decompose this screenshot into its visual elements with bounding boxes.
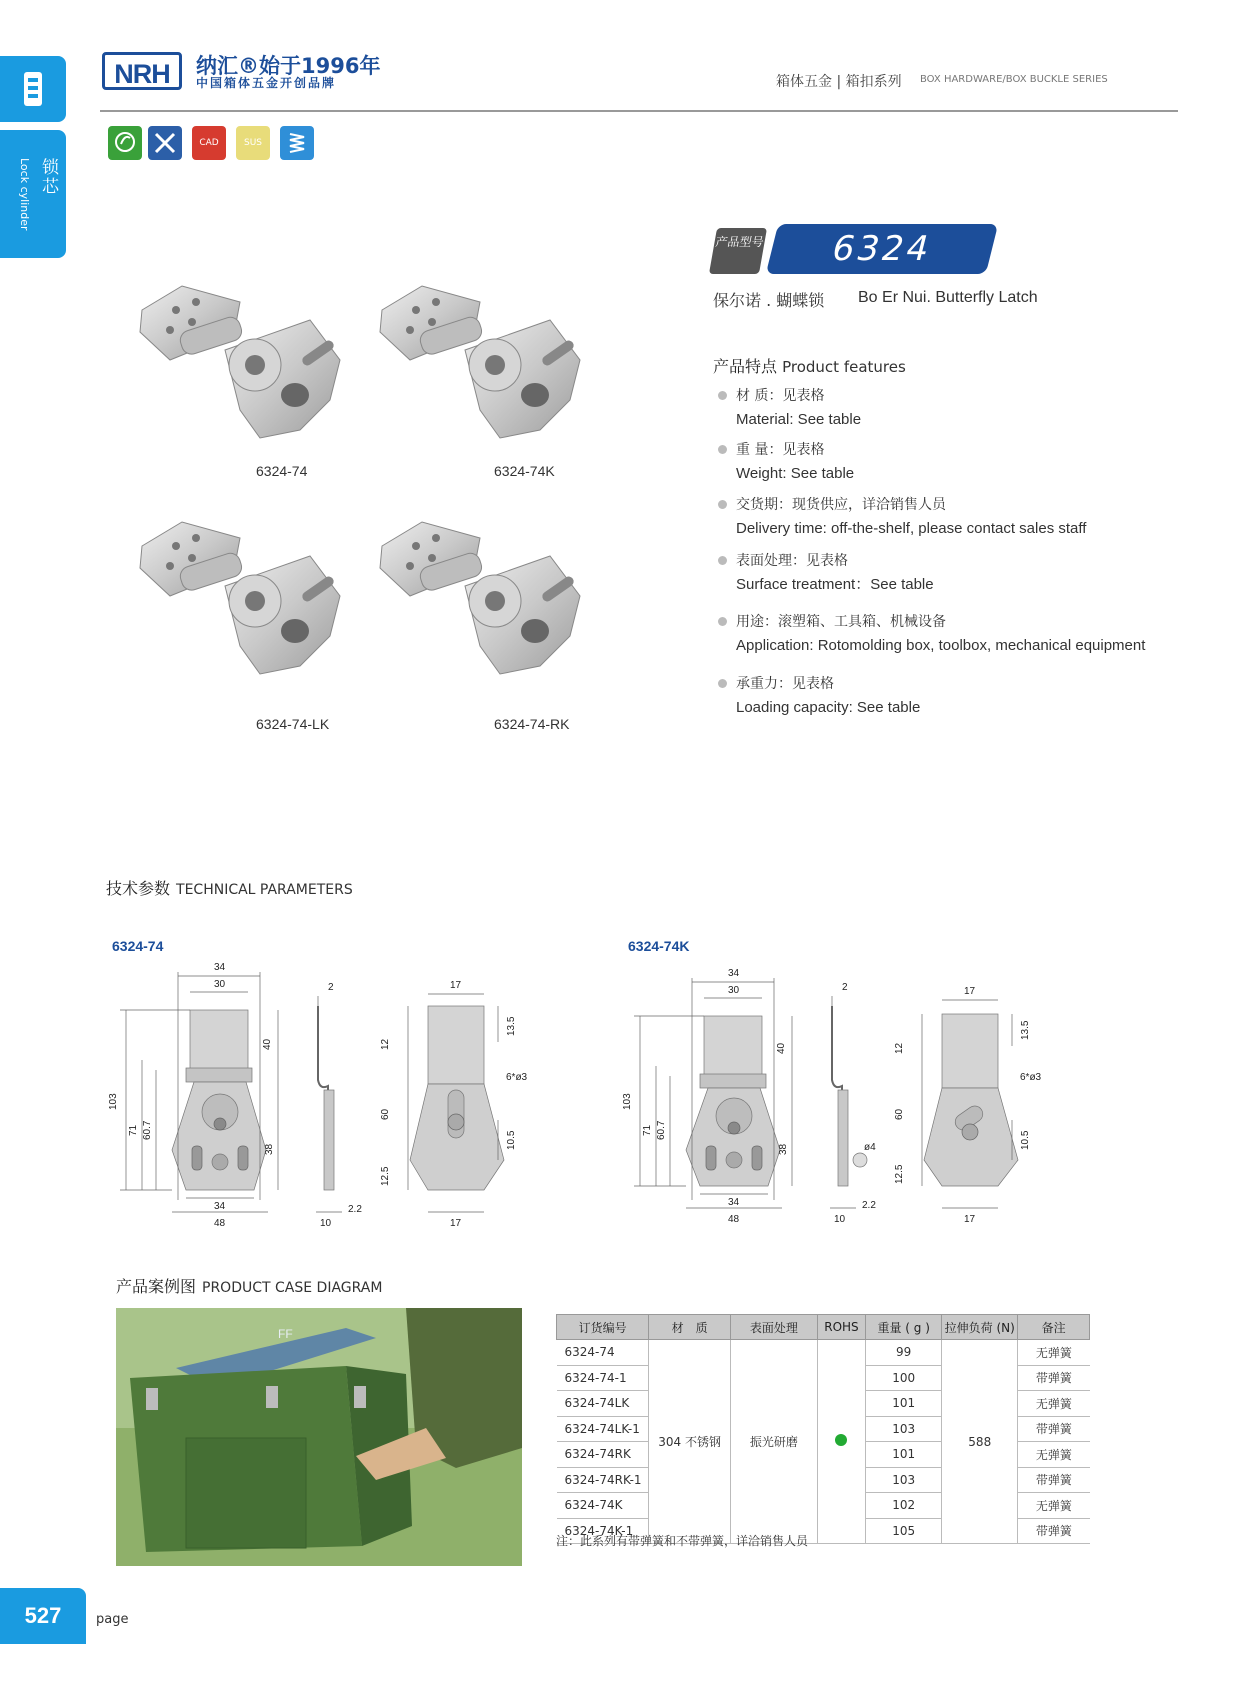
cell-weight: 99 <box>866 1340 942 1366</box>
cell-note: 无弹簧 <box>1018 1391 1090 1417</box>
cad-icon: CAD <box>192 126 226 160</box>
brand-slogan: 中国箱体五金开创品牌 <box>196 76 337 90</box>
page-number: 527 <box>0 1588 86 1644</box>
spring-icon <box>280 126 314 160</box>
table-header: 订货编号 <box>557 1315 649 1340</box>
table-header: 重量 ( g ) <box>866 1315 942 1340</box>
dim-label: 17 <box>450 1218 462 1229</box>
feature-cn: 用途：滚塑箱、工具箱、机械设备 <box>736 614 946 630</box>
cell-code: 6324-74 <box>557 1340 649 1366</box>
cell-code: 6324-74RK-1 <box>557 1467 649 1493</box>
dim-label: 2 <box>328 982 334 993</box>
feature-item <box>718 384 861 432</box>
dim-label: 10 <box>834 1214 846 1225</box>
cell-note: 无弹簧 <box>1018 1442 1090 1468</box>
feature-en: Surface treatment：See table <box>736 576 934 593</box>
sus-icon: SUS <box>236 126 270 160</box>
plane-marking: FF <box>278 1327 293 1341</box>
dim-label: 10.5 <box>506 1130 517 1150</box>
features-title-cn: 产品特点 <box>713 357 778 376</box>
table-header: 备注 <box>1018 1315 1090 1340</box>
feature-cn: 重 量：见表格 <box>736 442 825 458</box>
table-header: 拉伸负荷 (N) <box>942 1315 1018 1340</box>
cell-code: 6324-74LK-1 <box>557 1416 649 1442</box>
case-photo <box>116 1308 522 1566</box>
cell-note: 无弹簧 <box>1018 1493 1090 1519</box>
dim-label: 60.7 <box>656 1120 667 1140</box>
cell-note: 带弹簧 <box>1018 1518 1090 1544</box>
dim-label: 12 <box>894 1042 905 1054</box>
dim-label: 34 <box>728 968 740 979</box>
dim-label: 12.5 <box>894 1164 905 1184</box>
cell-load: 588 <box>942 1340 1018 1544</box>
dim-label: 13.5 <box>1020 1020 1031 1040</box>
dim-label: 40 <box>262 1038 273 1050</box>
dim-label: 48 <box>214 1218 226 1229</box>
dim-label: 103 <box>622 1093 633 1110</box>
product-caption: 6324-74 <box>256 463 308 479</box>
features-title <box>713 354 906 377</box>
eco-icon <box>108 126 142 160</box>
diagram-title: 6324-74 <box>112 938 164 954</box>
dim-label: 40 <box>776 1042 787 1054</box>
technical-title <box>106 876 353 899</box>
table-header: 材 质 <box>649 1315 731 1340</box>
dim-label: 71 <box>642 1124 653 1136</box>
feature-cn: 材 质：见表格 <box>736 388 825 404</box>
cell-weight: 103 <box>866 1467 942 1493</box>
side-tab-label-cn: 锁芯 <box>38 158 58 196</box>
product-caption: 6324-74K <box>494 463 555 479</box>
cell-surface: 振光研磨 <box>731 1340 818 1544</box>
header-category-en: BOX HARDWARE/BOX BUCKLE SERIES <box>920 74 1108 85</box>
technical-title-cn: 技术参数 <box>106 879 171 898</box>
dim-label: 10 <box>320 1218 332 1229</box>
technical-drawing-6324-74K <box>620 950 1080 1240</box>
feature-item <box>718 493 1086 541</box>
technical-drawing-6324-74 <box>106 950 566 1240</box>
spec-table <box>556 1314 1090 1544</box>
header-category-cn: 箱体五金 | 箱扣系列 <box>776 74 902 90</box>
cell-weight: 101 <box>866 1442 942 1468</box>
dim-label: 12.5 <box>380 1166 391 1186</box>
cell-code: 6324-74K-1 <box>557 1518 649 1544</box>
lock-cylinder-icon <box>0 56 66 122</box>
feature-cn: 承重力：见表格 <box>736 676 834 692</box>
brand-title: 纳汇®始于1996年 <box>196 54 381 78</box>
rohs-indicator <box>817 1340 865 1544</box>
dim-label: 2.2 <box>862 1200 876 1211</box>
cell-weight: 100 <box>866 1365 942 1391</box>
dim-label: 60.7 <box>142 1120 153 1140</box>
dim-label: 6*ø3 <box>1020 1072 1042 1083</box>
dim-label: 48 <box>728 1214 740 1225</box>
dim-label: 71 <box>128 1124 139 1136</box>
table-header: 表面处理 <box>731 1315 818 1340</box>
table-note: 注：此系列有带弹簧和不带弹簧，详洽销售人员 <box>556 1534 809 1548</box>
page-word: page <box>96 1612 129 1627</box>
technical-title-en: TECHNICAL PARAMETERS <box>176 882 353 898</box>
dim-label: 30 <box>728 985 740 996</box>
brand-logo: NRH <box>102 52 182 90</box>
dim-label: ø4 <box>864 1142 876 1153</box>
model-tag: 产品型号 <box>709 228 767 274</box>
side-tab-label-en: Lock cylinder <box>18 158 31 231</box>
feature-en: Material: See table <box>736 411 862 428</box>
cell-note: 带弹簧 <box>1018 1365 1090 1391</box>
table-header: ROHS <box>817 1315 865 1340</box>
cell-code: 6324-74RK <box>557 1442 649 1468</box>
dim-label: 34 <box>214 1201 226 1212</box>
dim-label: 60 <box>894 1108 905 1120</box>
dim-label: 34 <box>214 962 226 973</box>
cell-code: 6324-74K <box>557 1493 649 1519</box>
dim-label: 10.5 <box>1020 1130 1031 1150</box>
feature-en: Delivery time: off-the-shelf, please contact sales staff <box>736 520 1087 537</box>
feature-en: Application: Rotomolding box, toolbox, mechanical equipment <box>736 637 1146 654</box>
case-title-en: PRODUCT CASE DIAGRAM <box>202 1280 383 1296</box>
table-row <box>557 1340 1090 1366</box>
model-name-cn: 保尔诺 . 蝴蝶锁 <box>713 291 825 310</box>
tools-icon <box>148 126 182 160</box>
case-title <box>116 1274 382 1297</box>
dim-label: 6*ø3 <box>506 1072 528 1083</box>
case-title-cn: 产品案例图 <box>116 1277 197 1296</box>
product-photos <box>120 280 640 770</box>
cell-note: 带弹簧 <box>1018 1467 1090 1493</box>
diagram-title: 6324-74K <box>628 938 690 954</box>
dim-label: 17 <box>964 1214 976 1225</box>
dim-label: 38 <box>778 1143 789 1155</box>
feature-item <box>718 610 1145 658</box>
feature-item <box>718 549 934 597</box>
cell-code: 6324-74LK <box>557 1391 649 1417</box>
dim-label: 2 <box>842 982 848 993</box>
cell-note: 带弹簧 <box>1018 1416 1090 1442</box>
cell-weight: 103 <box>866 1416 942 1442</box>
side-tab-icon-block <box>0 56 66 122</box>
model-name-en: Bo Er Nui. Butterfly Latch <box>858 289 1038 306</box>
dim-label: 34 <box>728 1197 740 1208</box>
feature-en: Loading capacity: See table <box>736 699 921 716</box>
dim-label: 103 <box>108 1093 119 1110</box>
feature-en: Weight: See table <box>736 465 855 482</box>
dim-label: 30 <box>214 979 226 990</box>
dim-label: 2.2 <box>348 1204 362 1215</box>
features-title-en: Product features <box>782 358 906 376</box>
product-caption: 6324-74-RK <box>494 716 570 732</box>
product-caption: 6324-74-LK <box>256 716 330 732</box>
dim-label: 13.5 <box>506 1016 517 1036</box>
cell-weight: 102 <box>866 1493 942 1519</box>
dim-label: 60 <box>380 1108 391 1120</box>
dim-label: 12 <box>380 1038 391 1050</box>
feature-item <box>718 672 920 720</box>
dim-label: 17 <box>450 980 462 991</box>
cell-material: 304 不锈钢 <box>649 1340 731 1544</box>
model-number: 6324 <box>766 224 998 274</box>
feature-cn: 交货期：现货供应，详洽销售人员 <box>736 497 946 513</box>
dim-label: 17 <box>964 986 976 997</box>
cell-weight: 101 <box>866 1391 942 1417</box>
feature-item <box>718 438 854 486</box>
cell-code: 6324-74-1 <box>557 1365 649 1391</box>
cell-note: 无弹簧 <box>1018 1340 1090 1366</box>
header-divider <box>100 110 1178 112</box>
dim-label: 38 <box>264 1143 275 1155</box>
cell-weight: 105 <box>866 1518 942 1544</box>
feature-cn: 表面处理：见表格 <box>736 553 848 569</box>
